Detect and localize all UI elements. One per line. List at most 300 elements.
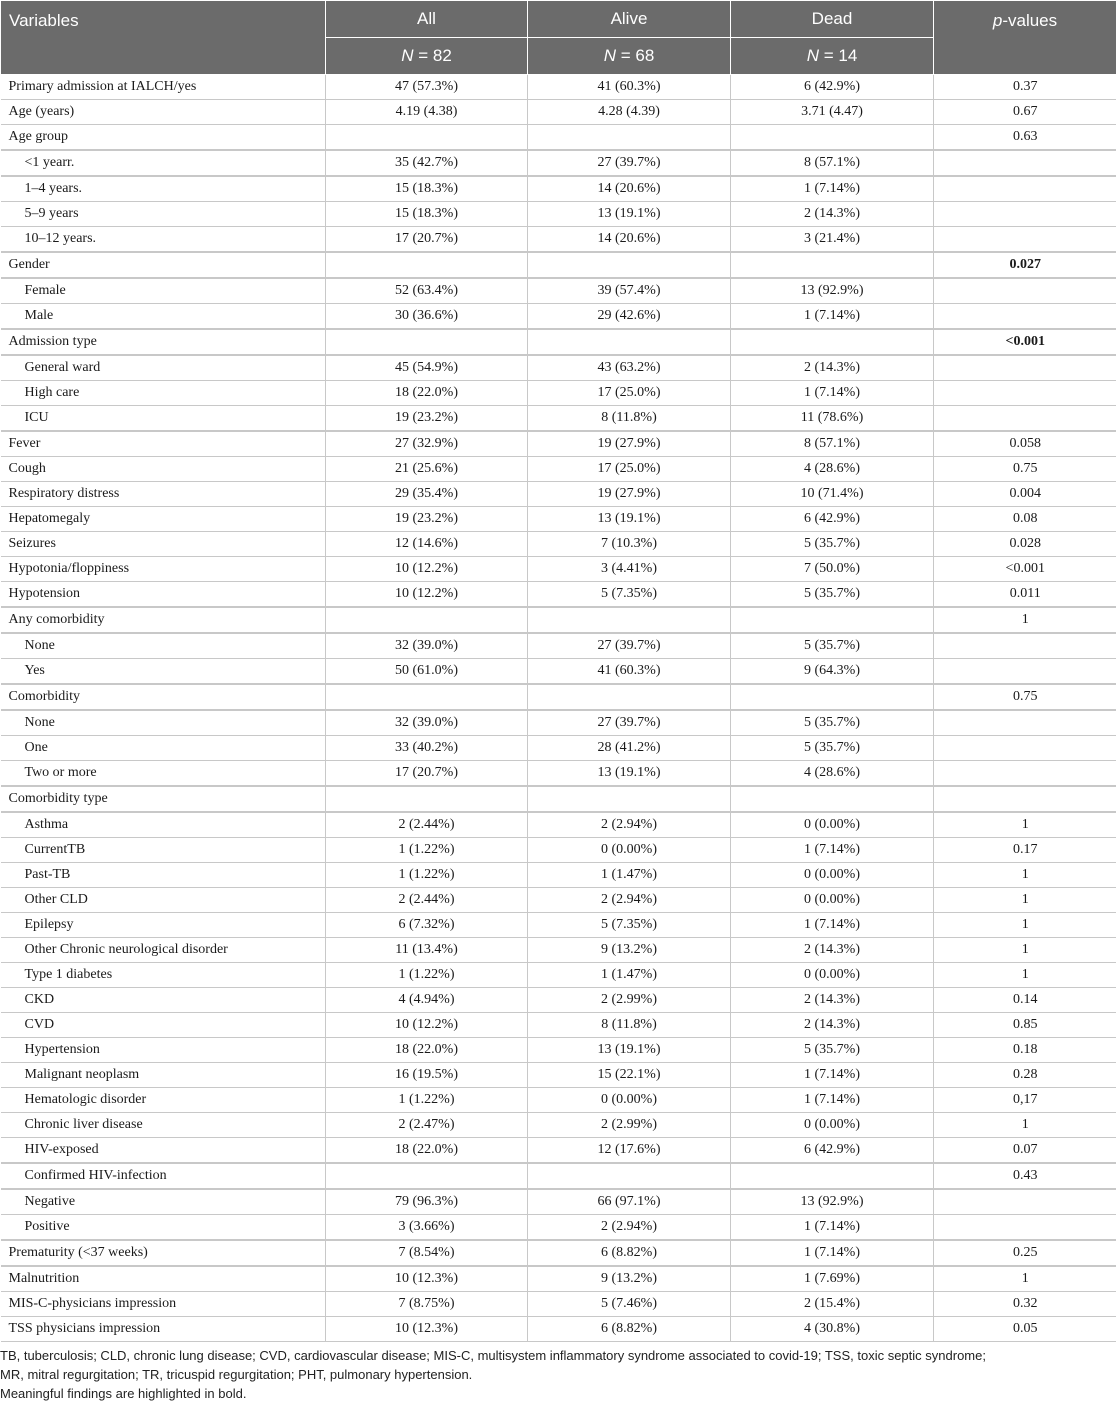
cell-p-value: 0.18 — [934, 1038, 1116, 1063]
cell-dead: 4 (28.6%) — [731, 457, 934, 482]
table-row — [1, 431, 1116, 457]
cell-variable: Hepatomegaly — [1, 507, 326, 532]
cell-alive: 27 (39.7%) — [528, 710, 731, 736]
table-row — [1, 482, 1116, 507]
cell-alive — [528, 1163, 731, 1189]
cell-all: 2 (2.44%) — [326, 812, 528, 838]
cell-all: 2 (2.44%) — [326, 888, 528, 913]
cell-variable: Female — [1, 278, 326, 304]
cell-p-value — [934, 202, 1116, 227]
cell-variable: Age group — [1, 125, 326, 151]
table-row — [1, 507, 1116, 532]
table-row — [1, 1317, 1116, 1342]
cell-all: 32 (39.0%) — [326, 710, 528, 736]
cell-all: 7 (8.54%) — [326, 1240, 528, 1266]
table-body — [1, 75, 1116, 1342]
cell-alive: 5 (7.35%) — [528, 582, 731, 608]
cell-p-value — [934, 633, 1116, 659]
cell-all: 15 (18.3%) — [326, 202, 528, 227]
table-row — [1, 1215, 1116, 1241]
cell-variable: Comorbidity type — [1, 786, 326, 812]
cell-p-value — [934, 736, 1116, 761]
cell-dead: 5 (35.7%) — [731, 710, 934, 736]
cell-p-value: 0.43 — [934, 1163, 1116, 1189]
table-row — [1, 1240, 1116, 1266]
cell-alive: 1 (1.47%) — [528, 963, 731, 988]
cell-variable: Age (years) — [1, 100, 326, 125]
cell-p-value — [934, 710, 1116, 736]
cell-variable: Any comorbidity — [1, 607, 326, 633]
cell-alive: 9 (13.2%) — [528, 1266, 731, 1292]
table-row — [1, 736, 1116, 761]
cell-all: 12 (14.6%) — [326, 532, 528, 557]
cell-dead: 4 (28.6%) — [731, 761, 934, 787]
cell-all: 17 (20.7%) — [326, 227, 528, 253]
table-row — [1, 633, 1116, 659]
cell-dead: 0 (0.00%) — [731, 888, 934, 913]
cell-dead: 2 (14.3%) — [731, 938, 934, 963]
cell-variable: 5–9 years — [1, 202, 326, 227]
cell-dead: 2 (14.3%) — [731, 988, 934, 1013]
cell-all — [326, 684, 528, 710]
cell-all: 15 (18.3%) — [326, 176, 528, 202]
cell-alive: 5 (7.35%) — [528, 913, 731, 938]
cell-variable: Two or more — [1, 761, 326, 787]
cell-alive: 13 (19.1%) — [528, 761, 731, 787]
cell-dead: 2 (14.3%) — [731, 1013, 934, 1038]
cell-dead: 1 (7.14%) — [731, 1088, 934, 1113]
cell-dead: 1 (7.14%) — [731, 838, 934, 863]
table-row — [1, 761, 1116, 787]
cell-all: 47 (57.3%) — [326, 75, 528, 100]
cell-all: 30 (36.6%) — [326, 304, 528, 330]
cell-dead: 5 (35.7%) — [731, 736, 934, 761]
table-header — [1, 1, 1116, 75]
cell-alive: 27 (39.7%) — [528, 150, 731, 176]
cell-alive: 8 (11.8%) — [528, 406, 731, 432]
cell-variable: Male — [1, 304, 326, 330]
cell-all: 6 (7.32%) — [326, 913, 528, 938]
cell-alive: 13 (19.1%) — [528, 507, 731, 532]
cell-p-value — [934, 278, 1116, 304]
cell-alive: 12 (17.6%) — [528, 1138, 731, 1164]
cell-dead — [731, 786, 934, 812]
cell-dead: 0 (0.00%) — [731, 1113, 934, 1138]
cell-dead — [731, 125, 934, 151]
cell-p-value: 0.32 — [934, 1292, 1116, 1317]
table-row — [1, 125, 1116, 151]
cell-variable: Hypertension — [1, 1038, 326, 1063]
cell-all: 7 (8.75%) — [326, 1292, 528, 1317]
table-row — [1, 150, 1116, 176]
table-row — [1, 888, 1116, 913]
cell-all: 18 (22.0%) — [326, 1038, 528, 1063]
cell-variable: One — [1, 736, 326, 761]
cell-variable: Hypotension — [1, 582, 326, 608]
table-row — [1, 1113, 1116, 1138]
cell-all: 21 (25.6%) — [326, 457, 528, 482]
cell-alive — [528, 684, 731, 710]
cell-variable: TSS physicians impression — [1, 1317, 326, 1342]
cell-p-value — [934, 406, 1116, 432]
cell-all: 4 (4.94%) — [326, 988, 528, 1013]
cell-p-value: 0.058 — [934, 431, 1116, 457]
cell-all — [326, 252, 528, 278]
cell-dead: 0 (0.00%) — [731, 863, 934, 888]
cell-p-value — [934, 150, 1116, 176]
header-alive: Alive — [528, 1, 731, 38]
cell-dead: 1 (7.14%) — [731, 913, 934, 938]
cell-all: 50 (61.0%) — [326, 659, 528, 685]
footnote-abbreviations-2: MR, mitral regurgitation; TR, tricuspid regurgitation; PHT, pulmonary hypertension. — [0, 1365, 1116, 1384]
cell-alive: 4.28 (4.39) — [528, 100, 731, 125]
cell-p-value — [934, 659, 1116, 685]
table-row — [1, 786, 1116, 812]
cell-alive: 8 (11.8%) — [528, 1013, 731, 1038]
cell-dead: 3.71 (4.47) — [731, 100, 934, 125]
cell-alive: 2 (2.99%) — [528, 1113, 731, 1138]
header-dead: Dead — [731, 1, 934, 38]
cell-variable: Seizures — [1, 532, 326, 557]
cell-variable: Respiratory distress — [1, 482, 326, 507]
cell-all: 16 (19.5%) — [326, 1063, 528, 1088]
table-row — [1, 1138, 1116, 1164]
cell-p-value: 1 — [934, 1266, 1116, 1292]
cell-alive: 41 (60.3%) — [528, 659, 731, 685]
cell-variable: HIV-exposed — [1, 1138, 326, 1164]
cell-all: 18 (22.0%) — [326, 1138, 528, 1164]
cell-variable: General ward — [1, 355, 326, 381]
cell-all: 19 (23.2%) — [326, 507, 528, 532]
cell-dead — [731, 607, 934, 633]
cell-all — [326, 329, 528, 355]
cell-p-value: 0.028 — [934, 532, 1116, 557]
cell-p-value: 1 — [934, 888, 1116, 913]
cell-variable: Hematologic disorder — [1, 1088, 326, 1113]
cell-variable: Malignant neoplasm — [1, 1063, 326, 1088]
cell-variable: Other Chronic neurological disorder — [1, 938, 326, 963]
cell-dead: 1 (7.14%) — [731, 381, 934, 406]
header-all: All — [326, 1, 528, 38]
cell-all — [326, 786, 528, 812]
header-n-all: N = 82 — [326, 38, 528, 75]
cell-dead: 2 (14.3%) — [731, 355, 934, 381]
cell-p-value: 1 — [934, 863, 1116, 888]
cell-variable: None — [1, 710, 326, 736]
cell-p-value: 0.63 — [934, 125, 1116, 151]
cell-alive: 1 (1.47%) — [528, 863, 731, 888]
table-row — [1, 1266, 1116, 1292]
cell-alive: 27 (39.7%) — [528, 633, 731, 659]
cell-all: 10 (12.3%) — [326, 1317, 528, 1342]
cell-p-value: 0.17 — [934, 838, 1116, 863]
cell-alive: 2 (2.99%) — [528, 988, 731, 1013]
cell-alive — [528, 329, 731, 355]
cell-p-value — [934, 227, 1116, 253]
cell-alive: 9 (13.2%) — [528, 938, 731, 963]
cell-dead: 5 (35.7%) — [731, 633, 934, 659]
table-row — [1, 227, 1116, 253]
cell-alive: 17 (25.0%) — [528, 457, 731, 482]
cell-p-value — [934, 304, 1116, 330]
cell-all: 19 (23.2%) — [326, 406, 528, 432]
cell-dead: 3 (21.4%) — [731, 227, 934, 253]
cell-variable: Past-TB — [1, 863, 326, 888]
cell-variable: Fever — [1, 431, 326, 457]
cell-dead: 6 (42.9%) — [731, 1138, 934, 1164]
cell-variable: Prematurity (<37 weeks) — [1, 1240, 326, 1266]
cell-alive: 2 (2.94%) — [528, 812, 731, 838]
table-row — [1, 988, 1116, 1013]
cell-alive: 15 (22.1%) — [528, 1063, 731, 1088]
cell-alive: 6 (8.82%) — [528, 1317, 731, 1342]
cell-all: 3 (3.66%) — [326, 1215, 528, 1241]
cell-variable: Yes — [1, 659, 326, 685]
cell-variable: Negative — [1, 1189, 326, 1215]
cell-all: 1 (1.22%) — [326, 963, 528, 988]
table-row — [1, 1013, 1116, 1038]
cell-all: 35 (42.7%) — [326, 150, 528, 176]
cell-all: 27 (32.9%) — [326, 431, 528, 457]
table-row — [1, 607, 1116, 633]
table-row — [1, 1088, 1116, 1113]
table-row — [1, 278, 1116, 304]
table-row — [1, 1063, 1116, 1088]
cell-p-value: 0.05 — [934, 1317, 1116, 1342]
cell-alive: 5 (7.46%) — [528, 1292, 731, 1317]
table-row — [1, 710, 1116, 736]
cell-p-value: 0.14 — [934, 988, 1116, 1013]
cell-all — [326, 125, 528, 151]
header-variables: Variables — [1, 1, 326, 75]
cell-dead: 9 (64.3%) — [731, 659, 934, 685]
cell-all: 32 (39.0%) — [326, 633, 528, 659]
table-row — [1, 176, 1116, 202]
cell-all: 33 (40.2%) — [326, 736, 528, 761]
cell-p-value: 0.027 — [934, 252, 1116, 278]
cell-dead: 0 (0.00%) — [731, 812, 934, 838]
cell-p-value: 1 — [934, 938, 1116, 963]
table-row — [1, 1189, 1116, 1215]
table-row — [1, 457, 1116, 482]
cell-p-value: 1 — [934, 913, 1116, 938]
cell-variable: Primary admission at IALCH/yes — [1, 75, 326, 100]
cell-p-value — [934, 1189, 1116, 1215]
cell-alive — [528, 786, 731, 812]
cell-dead: 8 (57.1%) — [731, 150, 934, 176]
table-footnotes — [0, 1342, 1116, 1403]
cell-alive: 6 (8.82%) — [528, 1240, 731, 1266]
cell-dead: 1 (7.14%) — [731, 1063, 934, 1088]
table-row — [1, 838, 1116, 863]
cell-all: 52 (63.4%) — [326, 278, 528, 304]
table-row — [1, 1038, 1116, 1063]
cell-variable: CVD — [1, 1013, 326, 1038]
cell-p-value — [934, 1215, 1116, 1241]
cell-all: 4.19 (4.38) — [326, 100, 528, 125]
cell-variable: MIS-C-physicians impression — [1, 1292, 326, 1317]
footnote-abbreviations-1: TB, tuberculosis; CLD, chronic lung disease; CVD, cardiovascular disease; MIS-C, multisystem inflammatory syndrome associated to covid-19; TSS, toxic septic syndrome; — [0, 1346, 1116, 1365]
table-row — [1, 863, 1116, 888]
cell-all — [326, 607, 528, 633]
table-row — [1, 355, 1116, 381]
cell-variable: Chronic liver disease — [1, 1113, 326, 1138]
table-row — [1, 532, 1116, 557]
cell-variable: CKD — [1, 988, 326, 1013]
cell-variable: Type 1 diabetes — [1, 963, 326, 988]
footnote-bold-note: Meaningful findings are highlighted in bold. — [0, 1384, 1116, 1403]
cell-variable: Confirmed HIV-infection — [1, 1163, 326, 1189]
cell-alive: 19 (27.9%) — [528, 482, 731, 507]
cell-dead: 2 (14.3%) — [731, 202, 934, 227]
table-row — [1, 812, 1116, 838]
cell-dead — [731, 1163, 934, 1189]
cell-p-value — [934, 176, 1116, 202]
cell-alive: 17 (25.0%) — [528, 381, 731, 406]
header-n-alive: N = 68 — [528, 38, 731, 75]
table-row — [1, 1292, 1116, 1317]
cell-p-value: 1 — [934, 607, 1116, 633]
cell-all: 11 (13.4%) — [326, 938, 528, 963]
cell-all: 10 (12.2%) — [326, 1013, 528, 1038]
cell-dead: 6 (42.9%) — [731, 507, 934, 532]
cell-variable: <1 yearr. — [1, 150, 326, 176]
cell-dead — [731, 684, 934, 710]
table-row — [1, 252, 1116, 278]
cell-dead: 5 (35.7%) — [731, 532, 934, 557]
cell-p-value: 1 — [934, 812, 1116, 838]
cell-dead: 2 (15.4%) — [731, 1292, 934, 1317]
cell-dead: 4 (30.8%) — [731, 1317, 934, 1342]
header-p-italic: p — [993, 11, 1002, 30]
cell-alive: 2 (2.94%) — [528, 1215, 731, 1241]
cell-p-value: 0,17 — [934, 1088, 1116, 1113]
table-row — [1, 304, 1116, 330]
cell-dead: 0 (0.00%) — [731, 963, 934, 988]
cell-p-value: 0.75 — [934, 684, 1116, 710]
header-p-rest: -values — [1002, 11, 1057, 30]
cell-p-value: 0.67 — [934, 100, 1116, 125]
cell-alive — [528, 125, 731, 151]
cell-alive: 3 (4.41%) — [528, 557, 731, 582]
table-row — [1, 684, 1116, 710]
cell-variable: Comorbidity — [1, 684, 326, 710]
table-row — [1, 75, 1116, 100]
cell-alive: 41 (60.3%) — [528, 75, 731, 100]
cell-dead — [731, 329, 934, 355]
cell-variable: Cough — [1, 457, 326, 482]
cell-dead: 1 (7.14%) — [731, 176, 934, 202]
cell-variable: Other CLD — [1, 888, 326, 913]
cell-dead: 5 (35.7%) — [731, 582, 934, 608]
cell-p-value — [934, 381, 1116, 406]
cell-p-value: <0.001 — [934, 329, 1116, 355]
table-row — [1, 100, 1116, 125]
cell-alive — [528, 252, 731, 278]
cell-alive: 29 (42.6%) — [528, 304, 731, 330]
cell-p-value: 0.07 — [934, 1138, 1116, 1164]
cell-variable: 1–4 years. — [1, 176, 326, 202]
table-row — [1, 557, 1116, 582]
cell-variable: None — [1, 633, 326, 659]
header-n-dead: N = 14 — [731, 38, 934, 75]
cell-alive: 39 (57.4%) — [528, 278, 731, 304]
cell-p-value: 0.28 — [934, 1063, 1116, 1088]
cell-alive: 28 (41.2%) — [528, 736, 731, 761]
cell-alive: 0 (0.00%) — [528, 1088, 731, 1113]
cell-dead: 5 (35.7%) — [731, 1038, 934, 1063]
cell-all: 10 (12.3%) — [326, 1266, 528, 1292]
cell-p-value: 0.011 — [934, 582, 1116, 608]
cell-variable: Epilepsy — [1, 913, 326, 938]
table-row — [1, 381, 1116, 406]
cell-variable: Asthma — [1, 812, 326, 838]
cell-variable: High care — [1, 381, 326, 406]
table-row — [1, 202, 1116, 227]
cell-p-value: 0.85 — [934, 1013, 1116, 1038]
cell-all: 10 (12.2%) — [326, 582, 528, 608]
cell-dead: 7 (50.0%) — [731, 557, 934, 582]
cell-p-value: 0.25 — [934, 1240, 1116, 1266]
cell-p-value: 0.08 — [934, 507, 1116, 532]
cell-all — [326, 1163, 528, 1189]
cell-all: 29 (35.4%) — [326, 482, 528, 507]
cell-dead: 13 (92.9%) — [731, 1189, 934, 1215]
cell-dead: 1 (7.14%) — [731, 304, 934, 330]
cell-dead: 10 (71.4%) — [731, 482, 934, 507]
cell-p-value — [934, 761, 1116, 787]
cell-p-value: 1 — [934, 1113, 1116, 1138]
cell-variable: Hypotonia/floppiness — [1, 557, 326, 582]
cell-dead: 11 (78.6%) — [731, 406, 934, 432]
cell-all: 45 (54.9%) — [326, 355, 528, 381]
cell-p-value — [934, 355, 1116, 381]
cell-alive — [528, 607, 731, 633]
cell-all: 18 (22.0%) — [326, 381, 528, 406]
table-row — [1, 329, 1116, 355]
cell-alive: 0 (0.00%) — [528, 838, 731, 863]
cell-alive: 13 (19.1%) — [528, 1038, 731, 1063]
cell-dead: 13 (92.9%) — [731, 278, 934, 304]
table-row — [1, 963, 1116, 988]
cell-all: 79 (96.3%) — [326, 1189, 528, 1215]
cell-dead: 6 (42.9%) — [731, 75, 934, 100]
cell-p-value: <0.001 — [934, 557, 1116, 582]
cell-all: 1 (1.22%) — [326, 838, 528, 863]
header-p-values — [934, 1, 1116, 75]
cell-variable: CurrentTB — [1, 838, 326, 863]
cell-all: 2 (2.47%) — [326, 1113, 528, 1138]
cell-alive: 7 (10.3%) — [528, 532, 731, 557]
cell-variable: ICU — [1, 406, 326, 432]
cell-p-value: 0.75 — [934, 457, 1116, 482]
cell-variable: Gender — [1, 252, 326, 278]
cell-dead: 1 (7.14%) — [731, 1240, 934, 1266]
table-row — [1, 406, 1116, 432]
cell-p-value — [934, 786, 1116, 812]
cell-alive: 14 (20.6%) — [528, 227, 731, 253]
cell-all: 17 (20.7%) — [326, 761, 528, 787]
cell-dead: 1 (7.69%) — [731, 1266, 934, 1292]
cell-alive: 66 (97.1%) — [528, 1189, 731, 1215]
cell-alive: 2 (2.94%) — [528, 888, 731, 913]
table-row — [1, 938, 1116, 963]
cell-p-value: 1 — [934, 963, 1116, 988]
cell-alive: 43 (63.2%) — [528, 355, 731, 381]
table-row — [1, 1163, 1116, 1189]
cell-variable: Positive — [1, 1215, 326, 1241]
cell-dead — [731, 252, 934, 278]
